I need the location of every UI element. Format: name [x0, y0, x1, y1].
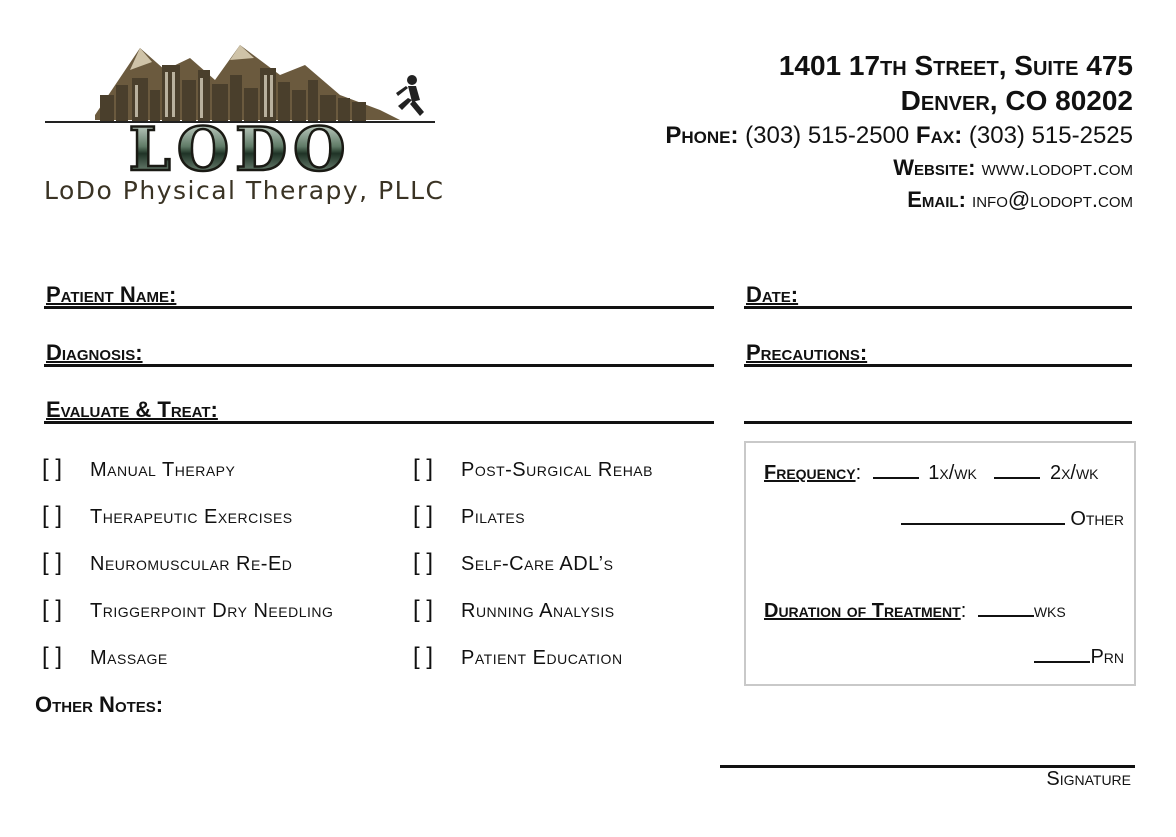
checkbox-bracket[interactable]: [ ]	[42, 596, 63, 623]
frequency-1x-blank[interactable]	[873, 461, 919, 479]
checkbox-bracket[interactable]: [ ]	[413, 643, 434, 670]
checkbox-triggerpoint-dry-needling[interactable]	[42, 596, 333, 624]
duration-wks-blank[interactable]	[978, 599, 1034, 617]
checkbox-bracket[interactable]: [ ]	[42, 455, 63, 482]
checkbox-label: Massage	[90, 647, 168, 669]
checkbox-label: Pilates	[461, 506, 526, 528]
diagnosis-field[interactable]	[44, 334, 714, 367]
checkbox-neuromuscular-re-ed[interactable]	[42, 549, 292, 577]
duration-label: Duration of Treatment	[764, 600, 961, 622]
diagnosis-label: Diagnosis:	[46, 340, 143, 365]
frequency-other-blank[interactable]	[901, 507, 1065, 525]
checkbox-label: Post-Surgical Rehab	[461, 459, 653, 481]
other-notes-label: Other Notes:	[35, 692, 164, 717]
logo-wordmark: LODO	[128, 115, 352, 175]
patient-name-field[interactable]	[44, 276, 714, 309]
evaluate-treat-field[interactable]	[44, 391, 714, 424]
frequency-duration-box	[744, 441, 1136, 686]
patient-name-label: Patient Name:	[46, 282, 177, 307]
checkbox-bracket[interactable]: [ ]	[42, 502, 63, 529]
checkbox-label: Manual Therapy	[90, 459, 236, 481]
duration-colon: :	[960, 600, 967, 622]
fax-label: Fax:	[915, 122, 963, 149]
fax-value: (303) 515-2525	[968, 122, 1133, 149]
duration-prn-blank[interactable]	[1034, 645, 1090, 663]
precautions-field[interactable]	[744, 334, 1132, 367]
email-label: Email:	[907, 187, 966, 212]
logo-subtitle: LoDo Physical Therapy, PLLC	[44, 176, 445, 205]
checkbox-bracket[interactable]: [ ]	[413, 596, 434, 623]
email-value: info@lodopt.com	[972, 187, 1133, 212]
checkbox-bracket[interactable]: [ ]	[42, 549, 63, 576]
precautions-label: Precautions:	[746, 340, 868, 365]
checkbox-label: Neuromuscular Re-Ed	[90, 553, 293, 575]
website-value: www.lodopt.com	[981, 155, 1133, 180]
checkbox-label: Self-Care ADL’s	[461, 553, 614, 575]
phone-value: (303) 515-2500	[745, 122, 910, 149]
address-line-2: Denver, CO 80202	[900, 85, 1133, 116]
checkbox-self-care-adls[interactable]	[413, 549, 613, 577]
checkbox-massage[interactable]	[42, 643, 168, 671]
precautions-continued-line[interactable]	[744, 391, 1132, 424]
contact-phone-fax	[665, 122, 1133, 150]
checkbox-manual-therapy[interactable]	[42, 455, 235, 483]
duration-wks-label: wks	[1033, 600, 1066, 622]
checkbox-label: Therapeutic Exercises	[90, 506, 293, 528]
frequency-row	[764, 461, 1099, 485]
checkbox-label: Running Analysis	[461, 600, 615, 622]
checkbox-bracket[interactable]: [ ]	[413, 549, 434, 576]
frequency-1x-label: 1x/wk	[928, 462, 977, 484]
phone-label: Phone:	[665, 122, 739, 149]
checkbox-pilates[interactable]	[413, 502, 525, 530]
duration-row	[764, 599, 1066, 623]
date-label: Date:	[746, 282, 799, 307]
checkbox-therapeutic-exercises[interactable]	[42, 502, 293, 530]
signature-label: Signature	[1046, 768, 1131, 790]
date-field[interactable]	[744, 276, 1132, 309]
frequency-2x-blank[interactable]	[994, 461, 1040, 479]
contact-email	[907, 187, 1133, 213]
checkbox-label: Patient Education	[461, 647, 623, 669]
duration-prn-label: Prn	[1090, 646, 1124, 668]
checkbox-post-surgical-rehab[interactable]	[413, 455, 653, 483]
checkbox-label: Triggerpoint Dry Needling	[90, 600, 334, 622]
checkbox-running-analysis[interactable]	[413, 596, 615, 624]
website-label: Website:	[893, 155, 976, 180]
frequency-colon: :	[855, 462, 862, 484]
checkbox-bracket[interactable]: [ ]	[413, 502, 434, 529]
checkbox-patient-education[interactable]	[413, 643, 623, 671]
frequency-label: Frequency	[764, 462, 856, 484]
checkbox-bracket[interactable]: [ ]	[413, 455, 434, 482]
evaluate-treat-label: Evaluate & Treat:	[46, 397, 218, 422]
contact-website	[893, 155, 1133, 181]
frequency-other-row	[901, 507, 1124, 531]
practice-logo	[40, 40, 445, 210]
address-line-1: 1401 17th Street, Suite 475	[778, 50, 1133, 81]
duration-prn-row	[1034, 645, 1124, 669]
frequency-other-label: Other	[1070, 508, 1124, 530]
frequency-2x-label: 2x/wk	[1049, 462, 1099, 484]
skyline-mountain-logo-graphic	[40, 40, 440, 175]
checkbox-bracket[interactable]: [ ]	[42, 643, 63, 670]
